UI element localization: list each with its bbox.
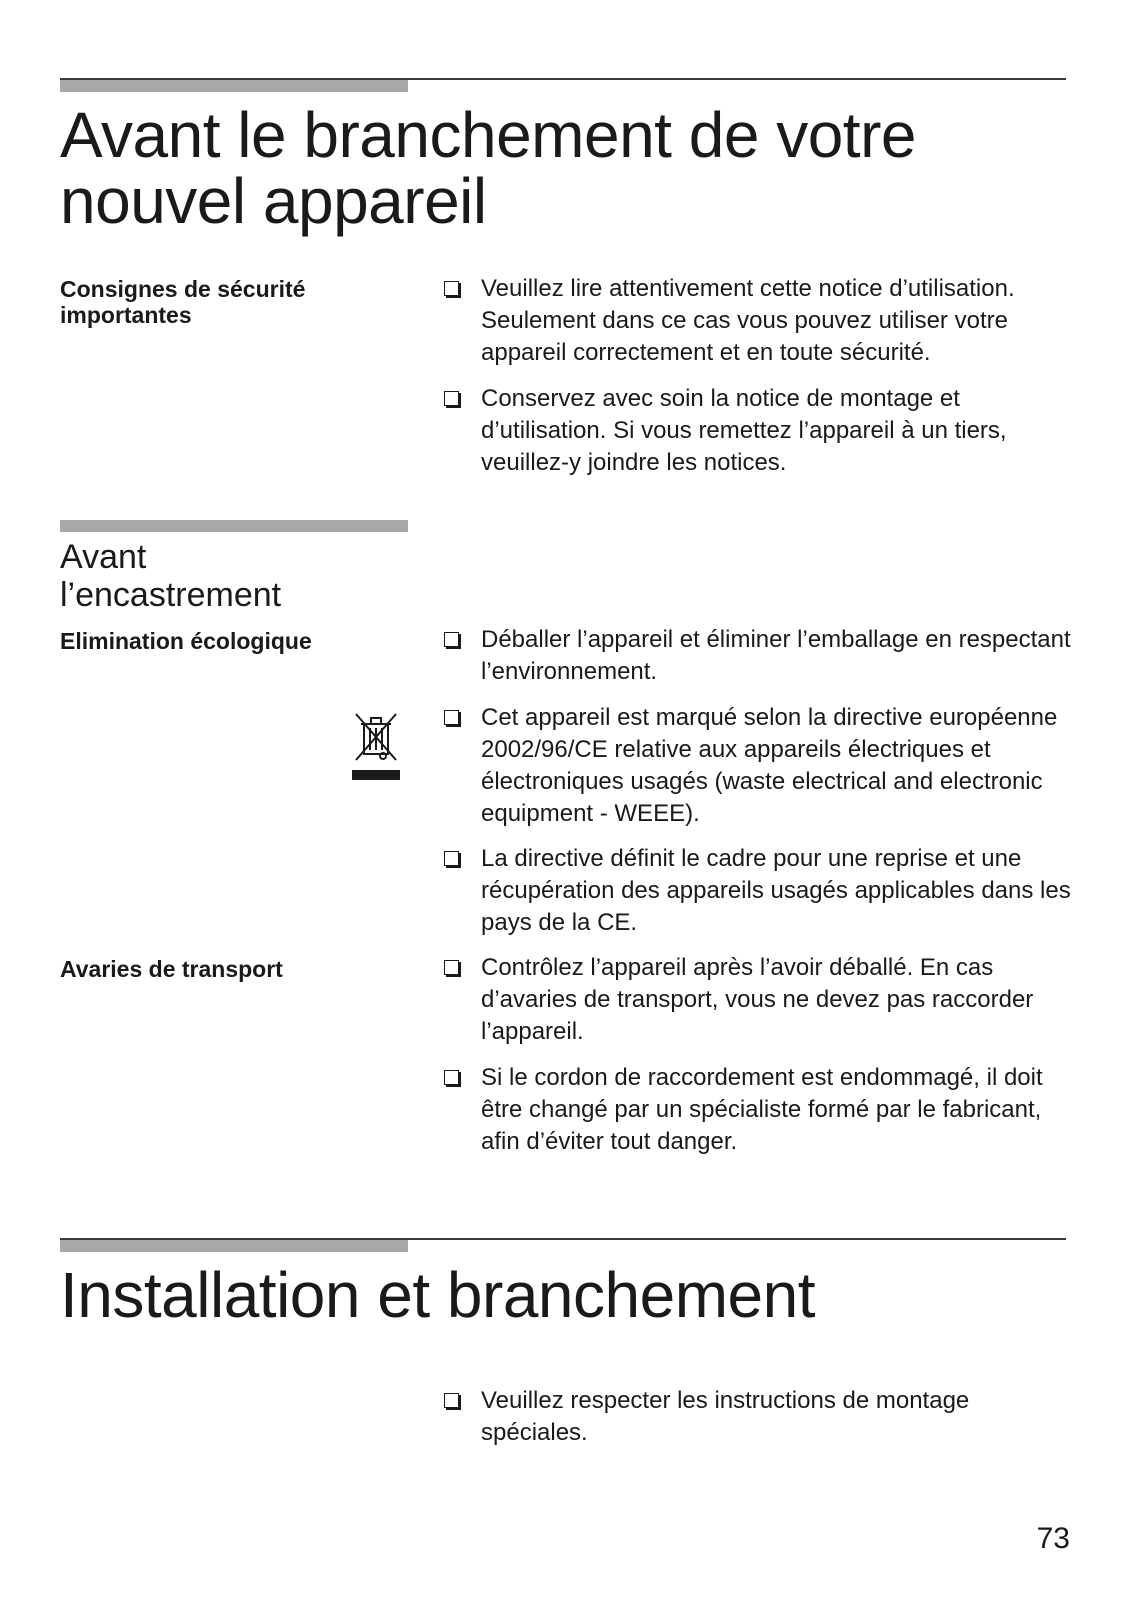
list-item — [441, 273, 1071, 369]
section-title-line: nouvel appareil — [60, 165, 487, 237]
checkbox-bullet-icon — [444, 1070, 459, 1085]
list-item — [441, 383, 1071, 479]
list-item-text: La directive définit le cadre pour une reprise et une récupération des appareils usagés applicables dans les pays de la CE. — [481, 845, 1071, 936]
list-item-text: Contrôlez l’appareil après l’avoir déballé. En cas d’avaries de transport, vous ne devez pas raccorder l’appareil. — [481, 954, 1034, 1045]
list-item — [441, 952, 1071, 1048]
checkbox-bullet-icon — [444, 710, 459, 725]
checkbox-bullet-icon — [444, 632, 459, 647]
checkbox-bullet-icon — [444, 960, 459, 975]
list-item — [441, 702, 1071, 830]
safety-label-line: Consignes de sécurité — [60, 276, 306, 302]
section-title: Installation et branchement — [60, 1259, 815, 1331]
subsection-title — [60, 538, 281, 614]
list-item-text: Si le cordon de raccordement est endommagé, il doit être changé par un spécialiste formé par le fabricant, afin d’éviter tout danger. — [481, 1064, 1043, 1155]
list-item — [441, 843, 1071, 939]
subsection-title-line: l’encastrement — [60, 576, 282, 614]
list-item-text: Conservez avec soin la notice de montage et d’utilisation. Si vous remettez l’appareil à un tiers, veuillez-y joindre les notices. — [481, 385, 1007, 476]
list-item — [441, 1062, 1071, 1158]
section-rule-thick — [60, 80, 408, 92]
list-item — [441, 624, 1071, 688]
checkbox-bullet-icon — [444, 391, 459, 406]
list-item-text: Cet appareil est marqué selon la directive européenne 2002/96/CE relative aux appareils électriques et électroniques usagés (waste electrical and electronic equipment - WEEE). — [481, 704, 1058, 827]
safety-label — [60, 276, 400, 328]
list-item-text: Veuillez respecter les instructions de montage spéciales. — [481, 1387, 970, 1446]
weee-crossed-bin-icon — [352, 710, 400, 786]
section-rule-thick — [60, 1240, 408, 1252]
safety-label-line: importantes — [60, 302, 192, 328]
subsection-rule-thick — [60, 520, 408, 532]
list-item-text: Veuillez lire attentivement cette notice d’utilisation. Seulement dans ce cas vous pouvez utiliser votre appareil correctement et en toute sécurité. — [481, 275, 1015, 366]
list-item-text: Déballer l’appareil et éliminer l’emballage en respectant l’environnement. — [481, 626, 1071, 685]
checkbox-bullet-icon — [444, 1393, 459, 1408]
section-title-line: Avant le branchement de votre — [60, 99, 916, 171]
list-item — [441, 1385, 1071, 1449]
section-title — [60, 99, 916, 237]
page-number: 73 — [1036, 1522, 1070, 1555]
subsection-title-line: Avant — [60, 538, 147, 576]
transport-label: Avaries de transport — [60, 956, 283, 982]
checkbox-bullet-icon — [444, 851, 459, 866]
disposal-label: Elimination écologique — [60, 628, 312, 654]
checkbox-bullet-icon — [444, 281, 459, 296]
